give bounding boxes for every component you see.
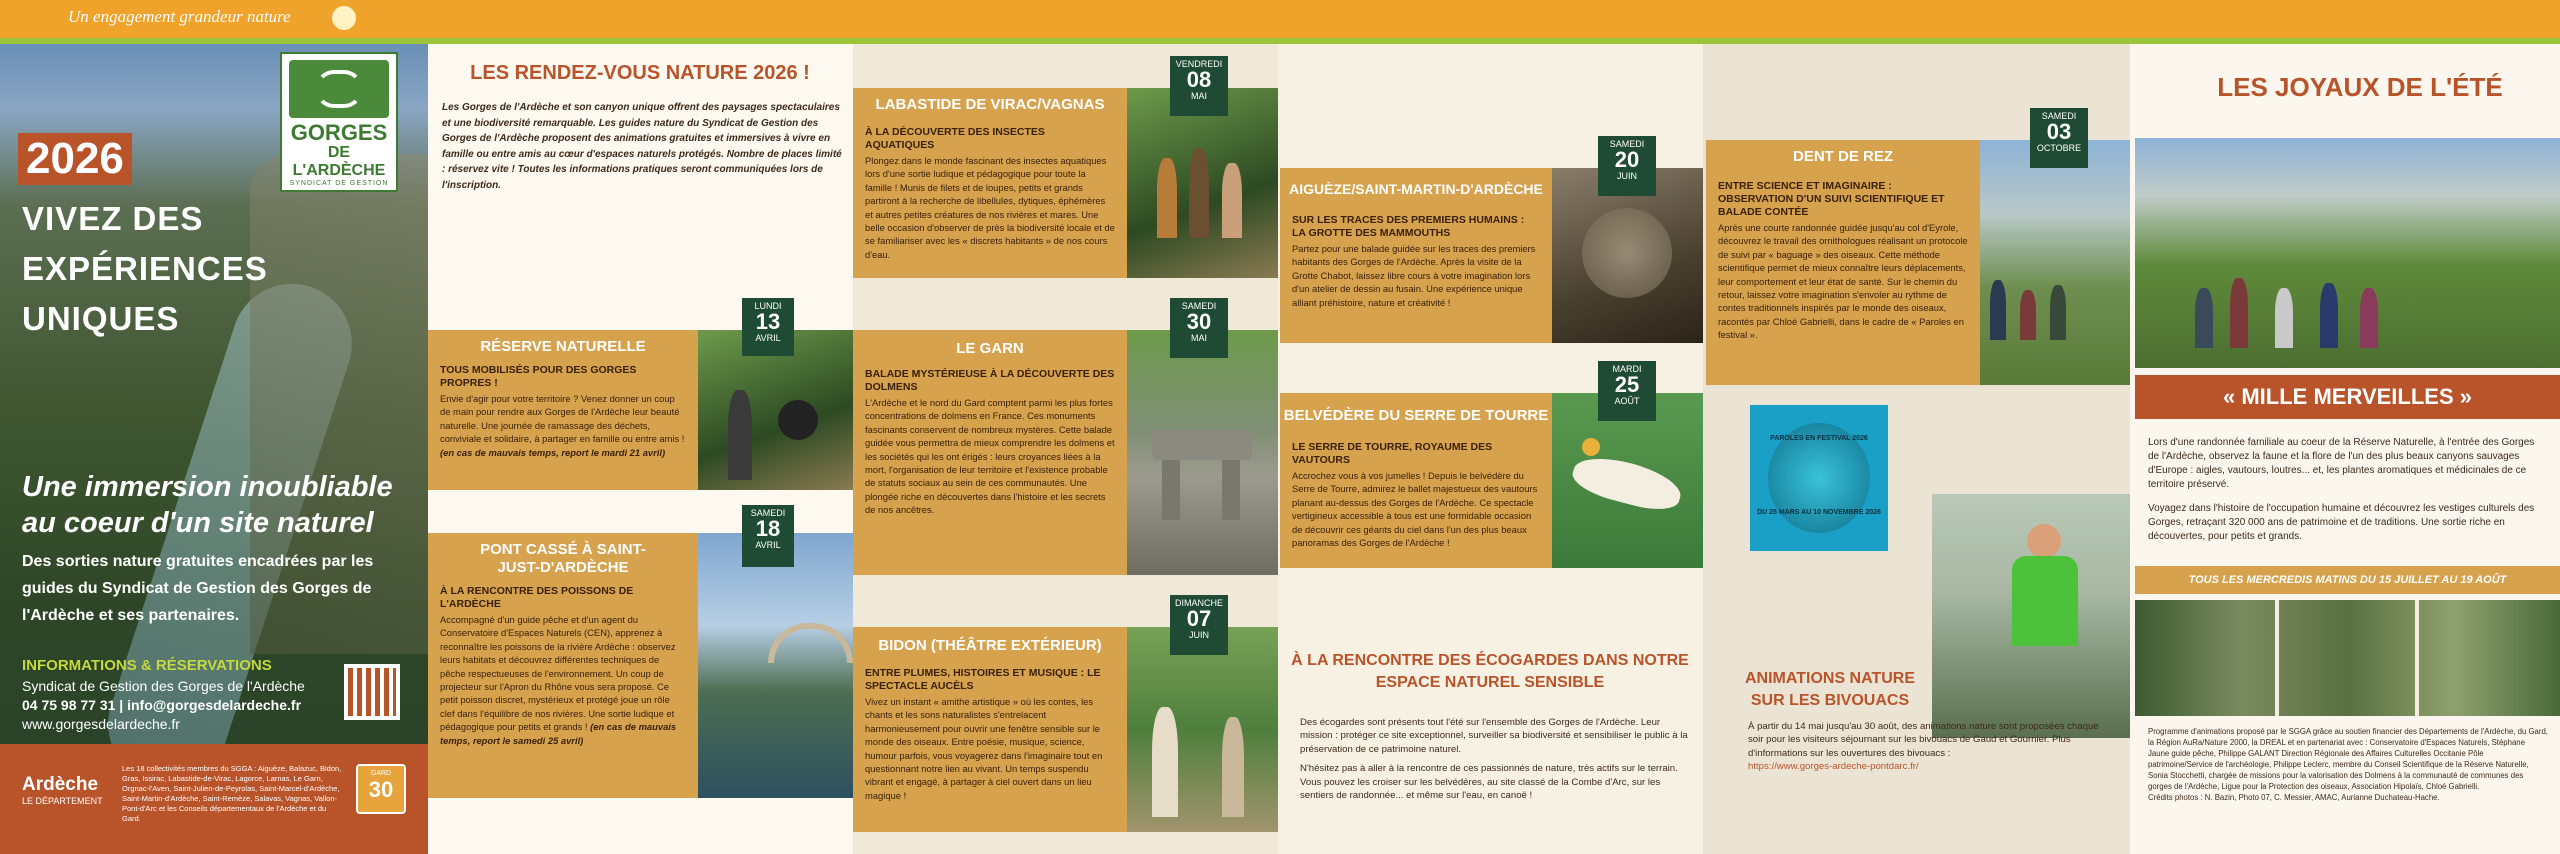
- event-card-bidon[interactable]: [853, 627, 1127, 832]
- rdv-title: LES RENDEZ-VOUS NATURE 2026 !: [470, 62, 810, 84]
- mercredis-band: TOUS LES MERCREDIS MATINS DU 15 JUILLET AU 19 AOÛT: [2135, 566, 2560, 594]
- event-text: Envie d'agir pour votre territoire ? Venez donner un coup de main pour rendre aux Gorges de l'Ardèche leur beauté naturelle. Une journée de ramassage des déchets, conviviale et solidaire, à partager en famille ou entre amis ! (en cas de mauvais temps, report le mardi 21 avril): [440, 393, 685, 458]
- sgga-logo: [280, 52, 398, 192]
- gard-number: 30: [368, 777, 394, 802]
- photo-animateur: [1932, 494, 2130, 738]
- info-phone-email[interactable]: 04 75 98 77 31 | info@gorgesdelardeche.fr: [22, 697, 302, 713]
- logo-line2: DE L'ARDÈCHE: [292, 144, 386, 179]
- event-subtitle: À LA RENCONTRE DES POISSONS DE L'ARDÈCHE: [440, 585, 634, 610]
- event-card-aigueze[interactable]: [1280, 168, 1552, 343]
- info-website[interactable]: www.gorgesdelardeche.fr: [22, 716, 180, 732]
- event-text: L'Ardèche et le nord du Gard comptent parmi les plus fortes concentrations de dolmens en France. Ces monuments fascinants conservent de nombreux mystères. Cette balade guidée vous permettra de mieux comprendre les dolmens et les sociétés qui les ont érigés : leurs croyances liées à la mort, l'organisation de leur territoire et l'existence probable de statuts sociaux au sein de ces communautés. Une plongée riche en découvertes dans l'histoire et les secrets de nos ancêtres.: [865, 397, 1115, 516]
- event-card-belvedere[interactable]: [1280, 393, 1552, 568]
- event-title: RÉSERVE NATURELLE: [480, 338, 646, 355]
- photo-spectacle: [1127, 627, 1278, 832]
- festival-dates: DU 25 MARS AU 10 NOVEMBRE 2026: [1757, 509, 1881, 516]
- event-text: Partez pour une balade guidée sur les traces des premiers habitants des Gorges de l'Ardèche. Après la visite de la Grotte Chabot, laissez libre cours à votre imagination lors d'un atelier de dessin au fusain. Une expérience unique alliant préhistoire, nature et créativité !: [1292, 243, 1536, 308]
- festival-name: PAROLES EN FESTIVAL 2026: [1770, 435, 1868, 442]
- top-banner: [0, 0, 2560, 38]
- event-card-reserve[interactable]: [428, 330, 698, 490]
- sun-icon: [332, 6, 356, 30]
- gard-label: GARD: [370, 770, 392, 777]
- dept-name: Ardèche: [22, 774, 99, 795]
- event-subtitle: À LA DÉCOUVERTE DES INSECTES AQUATIQUES: [865, 126, 1045, 151]
- ecogardes-text: Des écogardes sont présents tout l'été sur l'ensemble des Gorges de l'Ardèche. Leur mission : protéger ce site exceptionnel, surveiller sa biodiversité et sensibiliser le public à la préservation de ce patrimoine naturel. N'hésitez pas à aller à la rencontre de ces passionnés de nature, très actifs sur le terrain. Vous pouvez les croiser sur les belvédères, au site classé de la Combe d'Arc, sur les sentiers de randonnée... et même sur l'eau, en canoë !: [1300, 717, 1688, 802]
- headline-line3: UNIQUES: [22, 300, 180, 337]
- photo-credits: Crédits photos : N. Bazin, Photo 07, C. Messier, AMAC, Aurianne Duchateau-Hache.: [2148, 793, 2440, 802]
- event-text: Après une courte randonnée guidée jusqu'au col d'Eyrole, découvrez le travail des ornithologues réalisant un protocole de suivi par « baguage » des oiseaux. Cette méthode scientifique permet de mieux connaître leurs déplacements, leur comportement et leur état de santé. Sur le chemin du retour, laissez votre imagination s'envoler au rythme de contes traditionnels inspirés par le monde des oiseaux, racontés par Chloé Gabrielli, dans le cadre de « Paroles en festival ».: [1718, 222, 1968, 341]
- event-title: LABASTIDE DE VIRAC/VAGNAS: [875, 96, 1105, 113]
- date-badge: SAMEDI 03 OCTOBRE: [2030, 108, 2088, 168]
- headline-line1: VIVEZ DES: [22, 200, 204, 237]
- event-text: Plongez dans le monde fascinant des insectes aquatiques lors d'une sortie ludique et pédagogique pour toute la famille ! Munis de filets et de loupes, petits et grands partiront à la recherche de libellules, dytiques, éphémères et autres petites créatures de nos rivières et mares. Une belle occasion d'observer de près la biodiversité locale et de se familiariser avec les « discrets habitants » de nos cours d'eau.: [865, 155, 1115, 260]
- logo-line1: GORGES: [290, 120, 388, 145]
- event-note: (en cas de mauvais temps, report le samedi 25 avril): [440, 721, 677, 746]
- date-badge: VENDREDI 08 MAI: [1170, 56, 1228, 116]
- event-card-dent-de-rez[interactable]: [1706, 140, 1980, 385]
- date-badge: SAMEDI 20 JUIN: [1598, 136, 1656, 196]
- event-card-le-garn[interactable]: [853, 330, 1127, 575]
- event-note: (en cas de mauvais temps, report le mardi 21 avril): [440, 446, 666, 458]
- qr-code-icon[interactable]: [344, 664, 400, 720]
- contact-info: [22, 677, 322, 734]
- info-org: Syndicat de Gestion des Gorges de l'Ardèche: [22, 678, 305, 694]
- headline-line2: EXPÉRIENCES: [22, 250, 268, 287]
- date-badge: SAMEDI 30 MAI: [1170, 298, 1228, 358]
- members-list: Les 18 collectivités membres du SGGA : Aiguèze, Balazuc, Bidon, Gras, Issirac, Labastide-de-Virac, Lagorce, Larnas, Le Garn, Orgnac-l'Aven, Saint-Julien-de-Peyrolas, Saint-Marcel-d'Ardèche, Saint-Martin-d'Ardèche, Saint-Remèze, Salavas, Vagnas, Vallon-Pont-d'Arc et les Conseils départementaux de l'Ardèche et du Gard.: [122, 764, 342, 823]
- event-text: Accompagné d'un guide pêche et d'un agent du Conservatoire d'Espaces Naturels (CEN), apprenez à reconnaître les poissons de la rivière Ardèche : observez leurs habitats et découvrez différentes techniques de pêche respectueuses de l'environnement. Un coup de projecteur sur l'Apron du Rhône vous sera proposé. Ce petit poisson discret, mystérieux et protégé joue un rôle clef dans l'équilibre de nos rivières. Une sortie ludique et pédagogique pour petits et grands ! (en cas de mauvais temps, report le samedi 25 avril): [440, 614, 677, 746]
- cover-headline: [22, 194, 268, 344]
- bivouac-title: ANIMATIONS NATURE SUR LES BIVOUACS: [1744, 670, 1916, 709]
- photo-mille-merveilles: [2135, 138, 2560, 368]
- event-subtitle: SUR LES TRACES DES PREMIERS HUMAINS : LA GROTTE DES MAMMOUTHS: [1292, 214, 1525, 239]
- photo-dolmen: [1127, 330, 1278, 575]
- cover-panel: [0, 44, 428, 854]
- event-subtitle: ENTRE SCIENCE ET IMAGINAIRE : OBSERVATION D'UN SUIVI SCIENTIFIQUE ET BALADE CONTÉE: [1718, 180, 1945, 218]
- paroles-festival-logo: [1750, 405, 1888, 551]
- photo-pont-casse: [698, 533, 853, 798]
- event-title: PONT CASSÉ À SAINT-JUST-D'ARDÈCHE: [480, 541, 646, 576]
- event-subtitle: TOUS MOBILISÉS POUR DES GORGES PROPRES !: [440, 364, 637, 389]
- photo-strip: [2135, 600, 2560, 716]
- event-card-labastide[interactable]: [853, 88, 1127, 278]
- gorges-logo-icon: [289, 60, 389, 118]
- cover-slogan: Une immersion inoubliable au coeur d'un site naturel: [22, 471, 393, 539]
- cover-footer: [0, 744, 428, 854]
- info-title: INFORMATIONS & RÉSERVATIONS: [22, 657, 272, 674]
- event-title: BIDON (THÉÂTRE EXTÉRIEUR): [878, 637, 1102, 654]
- tagline: Un engagement grandeur nature: [68, 7, 291, 26]
- event-text: Vivez un instant « amithe artistique » où les contes, les chants et les sons naturalistes s'entrelacent harmonieusement pour ouvrir une fenêtre sensible sur le monde des oiseaux. Entre poésie, musique, science, humour parfois, vous voyagerez dans l'imaginaire tout en questionnant notre lien au vivant. Un temps suspendu vibrant et engagé, à partager à ciel ouvert dans un lieu magique !: [865, 696, 1103, 801]
- event-subtitle: ENTRE PLUMES, HISTOIRES ET MUSIQUE : LE SPECTACLE AUCÈLS: [865, 667, 1101, 692]
- event-subtitle: BALADE MYSTÉRIEUSE À LA DÉCOUVERTE DES DOLMENS: [865, 368, 1115, 393]
- logo-line3: SYNDICAT DE GESTION: [289, 180, 389, 187]
- ecogardes-title: À LA RENCONTRE DES ÉCOGARDES DANS NOTRE ESPACE NATUREL SENSIBLE: [1291, 652, 1689, 691]
- event-title: DENT DE REZ: [1792, 148, 1893, 165]
- date-badge: DIMANCHE 07 JUIN: [1170, 595, 1228, 655]
- mille-merveilles-text: Lors d'une randonnée familiale au coeur de la Réserve Naturelle, à l'entrée des Gorges de l'Ardèche, observez la faune et la flore de l'un des plus beaux canyons sauvages d'Europe : aigles, vautours, loutres... et, les plantes aromatiques et médicinales de ce territoire préservé. Voyagez dans l'histoire de l'occupation humaine et découvrez les vestiges culturels des Gorges, retraçant 320 000 ans de patrimoine et de traditions. Une sortie riche en découvertes, pour petits et grands.: [2148, 437, 2535, 542]
- date-badge: SAMEDI 18 AVRIL: [742, 505, 794, 567]
- event-text: Accrochez vous à vos jumelles ! Depuis le belvédère du Serre de Tourre, admirez le ballet majestueux des vautours planant au-dessus des Gorges de l'Ardèche. Ce spectacle vertigineux accessible à tous est une formidable occasion de découvrir ces géants du ciel dans l'un des plus beaux panoramas des Gorges de l'Ardèche !: [1292, 470, 1538, 549]
- photo-insects: [1127, 88, 1278, 278]
- ardeche-department-logo: [22, 774, 103, 806]
- photo-dent-de-rez: [1980, 140, 2130, 385]
- dept-sub: LE DÉPARTEMENT: [22, 796, 103, 806]
- event-title: AIGUÈZE/SAINT-MARTIN-D'ARDÈCHE: [1289, 181, 1543, 197]
- date-badge: MARDI 25 AOÛT: [1598, 361, 1656, 421]
- bivouac-text: À partir du 14 mai jusqu'au 30 août, des animations nature sont proposées chaque soir pour les visiteurs séjournant sur les bivouacs de Gaud et Gournier. Plus d'informations sur les ouvertures des bivouacs : https://www.gorges-ardeche-pontdarc.fr/: [1748, 721, 2099, 773]
- event-subtitle: LE SERRE DE TOURRE, ROYAUME DES VAUTOURS: [1292, 441, 1493, 466]
- date-badge: LUNDI 13 AVRIL: [742, 298, 794, 356]
- event-card-pont-casse[interactable]: [428, 533, 698, 798]
- cover-subtitle: Des sorties nature gratuites encadrées par les guides du Syndicat de Gestion des Gorges de l'Ardèche et ses partenaires.: [22, 553, 374, 624]
- rdv-intro: Les Gorges de l'Ardèche et son canyon unique offrent des paysages spectaculaires et une biodiversité remarquable. Les guides nature du Syndicat de Gestion des Gorges de l'Ardèche proposent des animations gratuites et immersives à vivre en famille ou entre amis au cœur d'espaces naturels protégés. Nombre de places limité : réservez vite ! Toutes les informations pratiques seront communiquées lors de l'inscription.: [442, 102, 842, 191]
- event-title: LE GARN: [956, 340, 1024, 357]
- mille-merveilles-band: « MILLE MERVEILLES »: [2135, 375, 2560, 419]
- bivouac-link[interactable]: https://www.gorges-ardeche-pontdarc.fr/: [1748, 761, 1919, 773]
- year-badge: 2026: [18, 133, 132, 185]
- joyaux-title: LES JOYAUX DE L'ÉTÉ: [2217, 72, 2503, 102]
- credits: Programme d'animations proposé par le SGGA grâce au soutien financier des Départements de l'Ardèche, du Gard, la Région AuRa/Nature 2000, la DREAL et en partenariat avec : Conservatoire d'Espaces Naturels, Stéphane Jaune guide pêche, Philippe GALANT Direction Régionale des Affaires Culturelles Occitanie Pôle patrimoine/Service de l'archéologie, Philippe Leclerc, membre du Conseil Scientifique de la Réserve Naturelle, Sonia Stocchetti, chargée de missions pour la valorisation des Dolmens à la communauté de communes des gorges de l'Ardèche, Ligue pour la Protection des oiseaux, Association Hipolaïs, Chloé Gabrielli. Crédits photos : N. Bazin, Photo 07, C. Messier, AMAC, Aurianne Duchateau-Hache.: [2148, 727, 2548, 802]
- gard-department-logo: [356, 764, 406, 814]
- event-title: BELVÉDÈRE DU SERRE DE TOURRE: [1283, 407, 1549, 424]
